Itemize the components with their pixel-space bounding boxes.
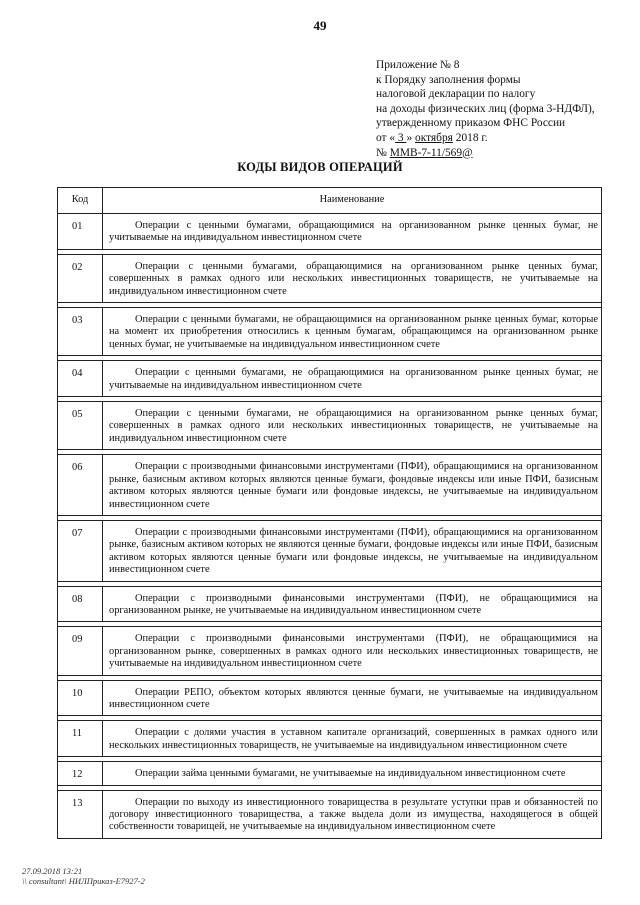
appendix-order-line — [376, 146, 626, 161]
operation-code: 09 — [58, 627, 103, 675]
table-row — [58, 361, 602, 397]
date-day: 3 — [395, 131, 407, 144]
table-row — [58, 520, 602, 581]
order-number: ММВ-7-11/569@ — [389, 146, 473, 159]
operation-name: Операции с ценными бумагами, обращающимися на организованном рынке ценных бумаг, не учитываемые на индивидуальном инвестиционном счете — [103, 214, 602, 250]
operation-code: 04 — [58, 361, 103, 397]
date-month: октября — [415, 131, 453, 144]
table-row — [58, 254, 602, 302]
operation-code: 13 — [58, 790, 103, 838]
operation-name: Операции с производными финансовыми инструментами (ПФИ), обращающимися на организованном рынке, базисным активом которых являются ценные бумаги, фондовые индексы или иные ПФИ, базисным активом которых являются ценные бумаги или фондовые индексы, не учитываемые на индивидуальном инвестиционном счете — [103, 455, 602, 516]
date-year: 2018 г. — [452, 131, 488, 144]
table-header-row — [58, 188, 602, 214]
operation-code: 01 — [58, 214, 103, 250]
footer-path: \\ consultant\ НИЛПриказ-Е7927-2 — [22, 876, 145, 886]
appendix-date-line — [376, 131, 626, 146]
appendix-header — [376, 58, 626, 160]
operation-code: 02 — [58, 254, 103, 302]
operation-code: 06 — [58, 455, 103, 516]
date-prefix: от « — [376, 131, 396, 144]
operation-name: Операции с производными финансовыми инструментами (ПФИ), обращающимися на организованном рынке, базисным активом которых не являются ценные бумаги, фондовые индексы или иные ПФИ, базисным активом которых являются ценные бумаги или фондовые индексы, не учитываемые на индивидуальном инвестиционном счете — [103, 520, 602, 581]
operation-name: Операции по выходу из инвестиционного товарищества в результате уступки прав и обязанностей по договору инвестиционного товарищества, а также выдела доли из имущества, находящегося в общей собственности товарищей, не учитываемые на индивидуальном инвестиционном счете — [103, 790, 602, 838]
operation-name: Операции займа ценными бумагами, не учитываемые на индивидуальном инвестиционном счете — [103, 762, 602, 785]
table-row — [58, 402, 602, 450]
operation-code: 05 — [58, 402, 103, 450]
table-row — [58, 455, 602, 516]
header-name: Наименование — [103, 188, 602, 214]
operation-name: Операции с ценными бумагами, не обращающимися на организованном рынке ценных бумаг, совершенных в рамках одного или нескольких инвестиционных товариществ, не учитываемые на индивидуальном инвестиционном счете — [103, 402, 602, 450]
order-prefix: № — [376, 146, 390, 159]
operation-code: 11 — [58, 721, 103, 757]
operation-code: 03 — [58, 308, 103, 356]
operation-name: Операции с ценными бумагами, не обращающимися на организованном рынке ценных бумаг, которые на момент их приобретения относились к ценным бумагам, обращающимся на организованном рынке ценных бумаг, не учитываемые на индивидуальном инвестиционном счете — [103, 308, 602, 356]
table-row — [58, 308, 602, 356]
appendix-line: к Порядку заполнения формы — [376, 73, 521, 86]
table-body — [58, 214, 602, 839]
date-mid: » — [406, 131, 416, 144]
appendix-line: Приложение № 8 — [376, 59, 460, 71]
table-row — [58, 721, 602, 757]
table-row — [58, 627, 602, 675]
operation-code: 07 — [58, 520, 103, 581]
footer-stamp — [22, 866, 145, 886]
table-row — [58, 214, 602, 250]
operation-code: 08 — [58, 586, 103, 622]
operation-name: Операции с долями участия в уставном капитале организаций, совершенных в рамках одного или нескольких инвестиционных товариществ, не учитываемые на индивидуальном инвестиционном счете — [103, 721, 602, 757]
page-number: 49 — [313, 18, 327, 33]
footer-timestamp: 27.09.2018 13:21 — [22, 866, 83, 876]
table-row — [58, 790, 602, 838]
operation-name: Операции с производными финансовыми инструментами (ПФИ), не обращающимися на организованном рынке, не учитываемые на индивидуальном инвестиционном счете — [103, 586, 602, 622]
operation-name: Операции РЕПО, объектом которых являются ценные бумаги, не учитываемые на индивидуальном инвестиционном счете — [103, 680, 602, 716]
operation-code: 12 — [58, 762, 103, 785]
header-code: Код — [58, 188, 103, 214]
operation-name: Операции с ценными бумагами, не обращающимися на организованном рынке ценных бумаг, не учитываемые на индивидуальном инвестиционном счете — [103, 361, 602, 397]
operation-codes-table — [57, 187, 602, 839]
operation-name: Операции с ценными бумагами, обращающимися на организованном рынке ценных бумаг, совершенных в рамках одного или нескольких инвестиционных товариществ, не учитываемые на индивидуальном инвестиционном счете — [103, 254, 602, 302]
appendix-line: утвержденному приказом ФНС России — [376, 117, 566, 130]
table-row — [58, 762, 602, 785]
appendix-line: на доходы физических лиц (форма 3-НДФЛ), — [376, 102, 595, 115]
table-row — [58, 586, 602, 622]
table-row — [58, 680, 602, 716]
operation-name: Операции с производными финансовыми инструментами (ПФИ), не обращающимися на организованном рынке, совершенных в рамках одного или нескольких инвестиционных товариществ, не учитываемые на индивидуальном инвестиционном счете — [103, 627, 602, 675]
operation-code: 10 — [58, 680, 103, 716]
document-title: КОДЫ ВИДОВ ОПЕРАЦИЙ — [237, 160, 403, 174]
appendix-line: налоговой декларации по налогу — [376, 88, 536, 101]
